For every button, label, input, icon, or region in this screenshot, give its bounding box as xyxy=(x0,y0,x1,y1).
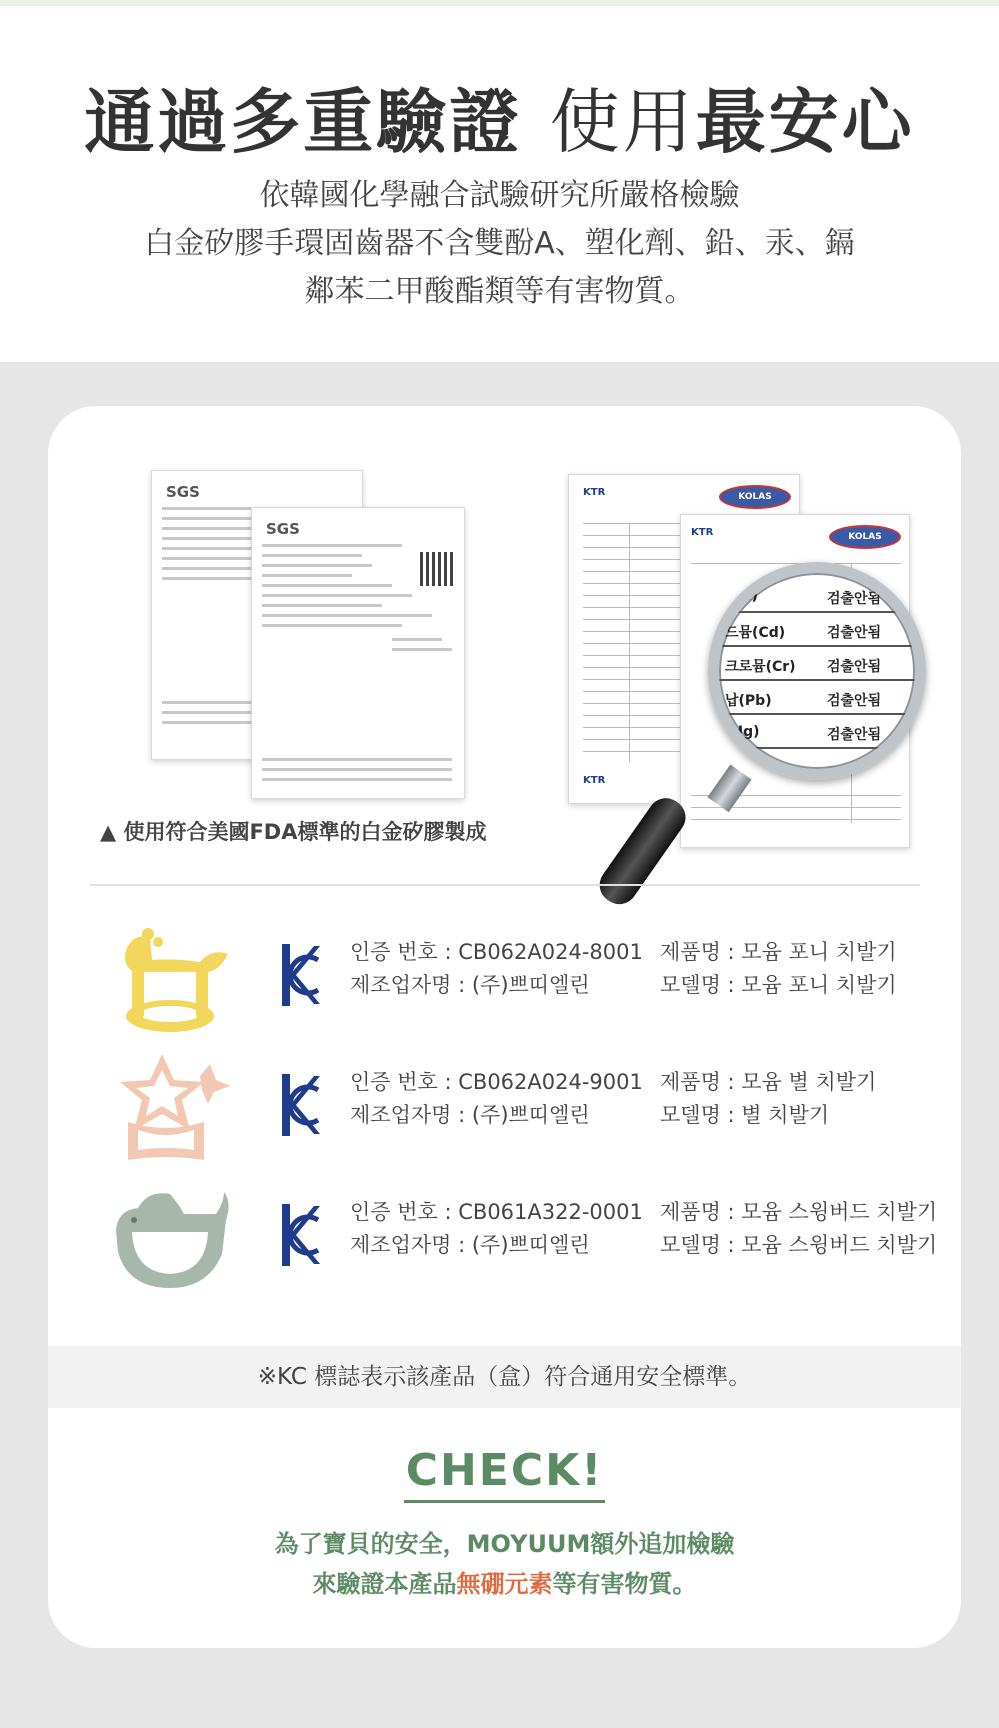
model-name: 모델명 : 별 치발기 xyxy=(660,1103,830,1127)
pony-teether-icon xyxy=(104,920,234,1040)
hero-sub-line-2: 白金矽膠手環固齒器不含雙酚A、塑化劑、鉛、汞、鎘 xyxy=(144,226,855,261)
cert-info-left xyxy=(350,936,643,1002)
product-name: 제품명 : 모윰 별 치발기 xyxy=(660,1070,877,1094)
cert-info-left xyxy=(350,1066,643,1132)
ktr-logo: KTR xyxy=(691,527,714,538)
magnifier-row xyxy=(719,579,926,613)
cert-info-right xyxy=(660,1196,937,1262)
cert-info-left xyxy=(350,1196,643,1262)
cert-number: 인증 번호 : CB062A024-9001 xyxy=(350,1070,643,1094)
section-divider xyxy=(90,884,920,886)
title-light: 使用 xyxy=(549,81,696,163)
magnifier-result: 검출안됨 xyxy=(827,591,882,607)
model-name: 모델명 : 모윰 포니 치발기 xyxy=(660,973,897,997)
kc-certification-row xyxy=(48,1180,961,1300)
kolas-badge: KOLAS xyxy=(719,485,791,509)
swingbird-teether-icon xyxy=(104,1180,234,1300)
kc-certification-row xyxy=(48,920,961,1040)
certification-card xyxy=(48,406,961,1648)
magnifier-row xyxy=(719,681,926,715)
magnifier-result: 검출안됨 xyxy=(827,693,882,709)
magnifier-row xyxy=(719,647,926,681)
check-section xyxy=(48,1444,961,1503)
model-name: 모델명 : 모윰 스윙버드 치발기 xyxy=(660,1233,938,1257)
magnifier-element: (Ba) xyxy=(725,588,758,604)
hero-description xyxy=(0,172,999,316)
manufacturer-name: 제조업자명 : (주)쁘띠엘린 xyxy=(350,1233,590,1257)
title-bold-1: 通過多重驗證 xyxy=(84,81,523,163)
magnifier-handle xyxy=(593,791,693,911)
title-bold-2: 最安心 xyxy=(695,81,915,163)
ktr-logo: KTR xyxy=(583,487,606,498)
magnifier-glass xyxy=(708,562,926,780)
magnifier-element: 납(Pb) xyxy=(725,693,772,709)
check-line-2-before: 來驗證本產品 xyxy=(312,1570,457,1598)
check-line-2-after: 等有害物質。 xyxy=(552,1570,697,1598)
cert-number: 인증 번호 : CB062A024-8001 xyxy=(350,940,643,964)
fda-caption: ▲ 使用符合美國FDA標準的白金矽膠製成 xyxy=(100,820,487,844)
check-line-2 xyxy=(48,1564,961,1599)
sgs-logo: SGS xyxy=(266,520,300,538)
manufacturer-name: 제조업자명 : (주)쁘띠엘린 xyxy=(350,1103,590,1127)
hero-sub-line-1: 依韓國化學融合試驗研究所嚴格檢驗 xyxy=(259,178,740,213)
product-name: 제품명 : 모윰 포니 치발기 xyxy=(660,940,897,964)
kc-notice: ※KC 標誌表示該產品（盒）符合通用安全標準。 xyxy=(48,1346,961,1408)
kc-mark-icon xyxy=(280,1072,322,1138)
magnifier-result: 검출안됨 xyxy=(827,727,882,743)
cert-number: 인증 번호 : CB061A322-0001 xyxy=(350,1200,643,1224)
product-name: 제품명 : 모윰 스윙버드 치발기 xyxy=(660,1200,938,1224)
ktr-logo: KTR xyxy=(583,775,606,786)
kolas-badge: KOLAS xyxy=(829,525,901,549)
test-reports-illustration xyxy=(48,406,961,886)
magnifier-result: 검출안됨 xyxy=(827,625,882,641)
hero-sub-line-3: 鄰苯二甲酸酯類等有害物質。 xyxy=(304,274,695,309)
hero-section xyxy=(0,6,999,362)
magnifier-element: 크로뮴(Cr) xyxy=(725,659,796,675)
star-teether-icon xyxy=(104,1050,234,1170)
check-highlight: 無硼元素 xyxy=(456,1570,553,1598)
magnifier-element: (Hg) xyxy=(725,724,760,740)
magnifier-row xyxy=(719,715,926,749)
page-title xyxy=(0,66,999,167)
kc-certification-row xyxy=(48,1050,961,1170)
manufacturer-name: 제조업자명 : (주)쁘띠엘린 xyxy=(350,973,590,997)
sgs-logo: SGS xyxy=(166,483,200,501)
magnifier-result: 검출안됨 xyxy=(827,659,882,675)
cert-info-right xyxy=(660,936,897,1002)
check-line-1: 為了寶貝的安全，MOYUUM額外追加檢驗 xyxy=(274,1530,735,1558)
sgs-report-front xyxy=(251,507,465,799)
qr-code xyxy=(420,552,454,586)
magnifier-row xyxy=(719,613,926,647)
kc-mark-icon xyxy=(280,1202,322,1268)
check-title: CHECK! xyxy=(404,1444,606,1503)
kc-mark-icon xyxy=(280,942,322,1008)
cert-info-right xyxy=(660,1066,876,1132)
magnifier-element: 드뮴(Cd) xyxy=(725,625,786,641)
